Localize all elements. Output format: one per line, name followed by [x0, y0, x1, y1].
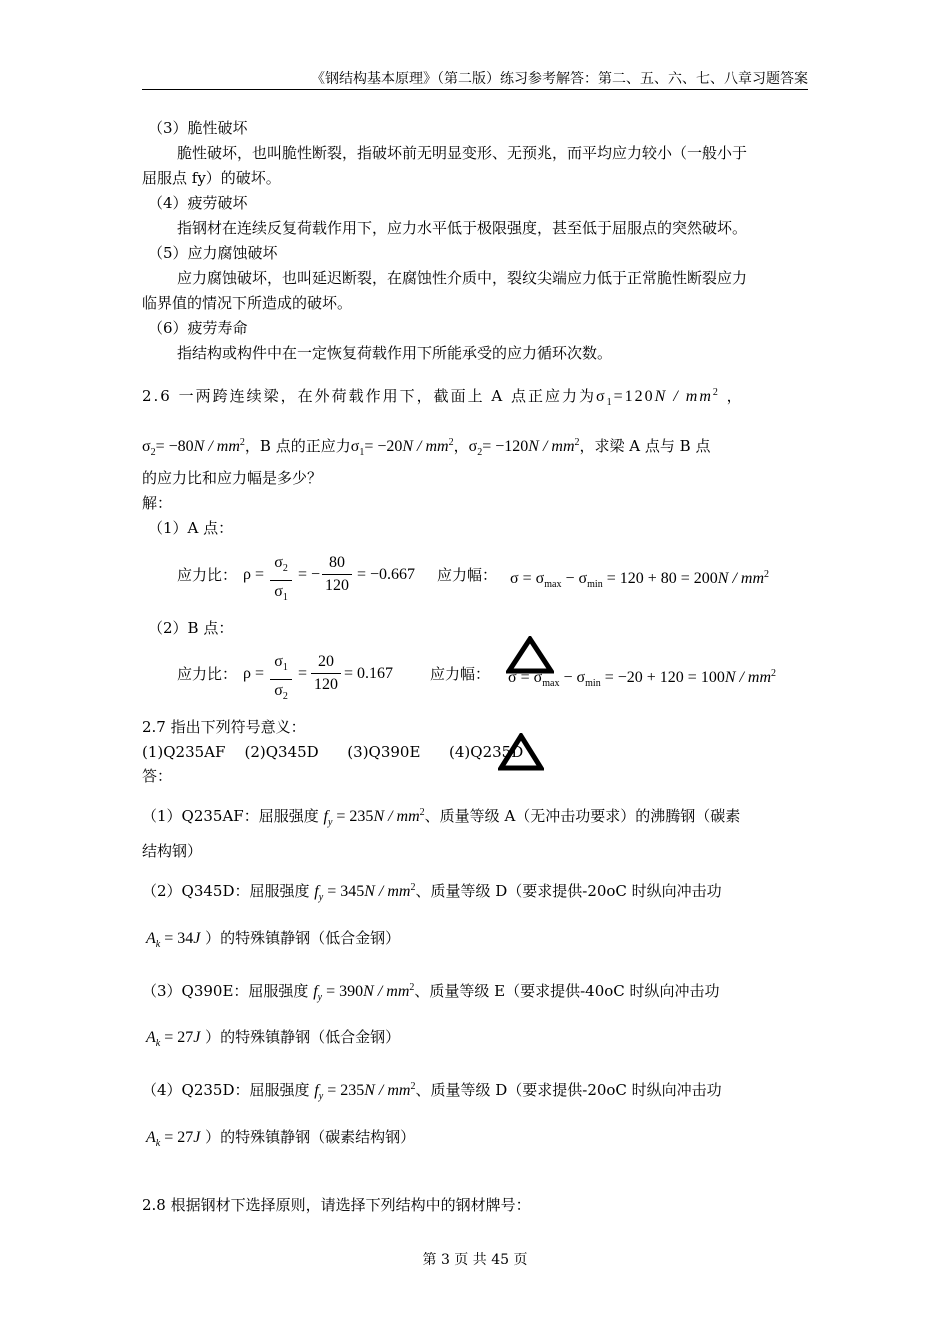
b-eq: =	[298, 665, 308, 682]
a2-line2: $A_k = 34J$ ）的特殊镇静钢（低合金钢）	[146, 929, 401, 950]
s5-line1: 应力腐蚀破坏，也叫延迟断裂，在腐蚀性介质中，裂纹尖端应力低于正常脆性断裂应力	[177, 269, 748, 287]
s3-line2: 屈服点 fy）的破坏。	[142, 169, 281, 187]
a4-line2: $A_k = 27J$ ）的特殊镇静钢（碳素结构钢）	[146, 1128, 416, 1149]
page-footer: 第 3 页 共 45 页	[422, 1252, 528, 1268]
b-amp-label: 应力幅：	[430, 665, 491, 683]
s5-line2: 临界值的情况下所造成的破坏。	[142, 294, 353, 312]
a-ratio-result: = −0.667	[357, 566, 416, 583]
q26-a-point: （1）A 点：	[148, 519, 234, 537]
s3-title: （3）脆性破坏	[148, 119, 248, 137]
a2-line: （2）Q345D：屈服强度 $f_y = 345N / mm^2$、质量等级 D（要求提供-20oC 时纵向冲击功	[142, 882, 722, 903]
q26-solution: 解：	[142, 494, 173, 512]
s4-line1: 指钢材在连续反复荷载作用下，应力水平低于极限强度，甚至低于屈服点的突然破坏。	[177, 219, 748, 237]
q27-items: (1)Q235AF (2)Q345D (3)Q390E (4)Q235D	[142, 743, 524, 761]
b-frac-sigma: $\sigma_1$ $\sigma_2$	[270, 652, 292, 707]
q26-line2: $\sigma_2= -80N / mm^2$，B 点的正应力$\sigma_1= -20N / mm^2$，$\sigma_2= -120N / mm^2$，求梁 A 点与 B 点	[142, 437, 711, 458]
a1-line2: 结构钢）	[142, 842, 203, 860]
a-ratio-label: 应力比：	[177, 566, 238, 584]
q28-title: 2.8 根据钢材下选择原则，请选择下列结构中的钢材牌号：	[142, 1196, 531, 1214]
s5-title: （5）应力腐蚀破坏	[148, 244, 278, 262]
b-frac-num: 20 120	[311, 652, 341, 695]
q27-title: 2.7 指出下列符号意义：	[142, 718, 306, 736]
a-rho: ρ =	[243, 566, 265, 583]
triangle-mark-icon	[506, 636, 554, 674]
a-amp-label: 应力幅：	[437, 566, 498, 584]
a3-line: （3）Q390E：屈服强度 $f_y = 390N / mm^2$、质量等级 E（要求提供-40oC 时纵向冲击功	[142, 982, 720, 1003]
s6-title: （6）疲劳寿命	[148, 319, 248, 337]
s3-line1: 脆性破坏，也叫脆性断裂，指破坏前无明显变形、无预兆，而平均应力较小（一般小于	[177, 144, 748, 162]
header-rule	[142, 89, 808, 90]
sigma1-eq: $\sigma_1=120N / mm^2$	[596, 387, 720, 408]
a4-line: （4）Q235D：屈服强度 $f_y = 235N / mm^2$、质量等级 D（要求提供-20oC 时纵向冲击功	[142, 1081, 722, 1102]
b-amp-formula: $\sigma = \sigma_{max} - \sigma_{min} = -20 + 120 = 100N / mm^2$	[508, 668, 777, 689]
a1-line: （1）Q235AF：屈服强度 $f_y = 235N / mm^2$、质量等级 A（无冲击功要求）的沸腾钢（碳素	[142, 807, 741, 828]
a-eq-minus: = −	[298, 566, 321, 583]
s6-line1: 指结构或构件中在一定恢复荷载作用下所能承受的应力循环次数。	[177, 344, 613, 362]
q26-intro-text: 2.6 一两跨连续梁，在外荷载作用下，截面上 A 点正应力为	[142, 387, 596, 405]
b-rho: ρ =	[243, 665, 265, 682]
b-ratio-result: = 0.167	[344, 665, 394, 682]
a3-line2: $A_k = 27J$ ）的特殊镇静钢（低合金钢）	[146, 1028, 401, 1049]
a-amp-formula: $\sigma = \sigma_{max} - \sigma_{min} = 120 + 80 = 200N / mm^2$	[510, 569, 770, 590]
s4-title: （4）疲劳破坏	[148, 194, 248, 212]
a-frac-num: 80 120	[322, 553, 352, 596]
triangle-mark-icon-2	[498, 733, 544, 771]
q26-ask2: 的应力比和应力幅是多少？	[142, 469, 323, 487]
a-frac-sigma: $\sigma_2$ $\sigma_1$	[270, 553, 292, 608]
page-header: 《钢结构基本原理》（第二版）练习参考解答：第二、五、六、七、八章习题答案	[311, 71, 808, 87]
b-ratio-label: 应力比：	[177, 665, 238, 683]
q26-b-point: （2）B 点：	[148, 619, 234, 637]
q26-intro: 2.6 一两跨连续梁，在外荷载作用下，截面上 A 点正应力为$\sigma_1=120N / mm^2$ ，	[142, 387, 744, 408]
q27-answer: 答：	[142, 767, 173, 785]
